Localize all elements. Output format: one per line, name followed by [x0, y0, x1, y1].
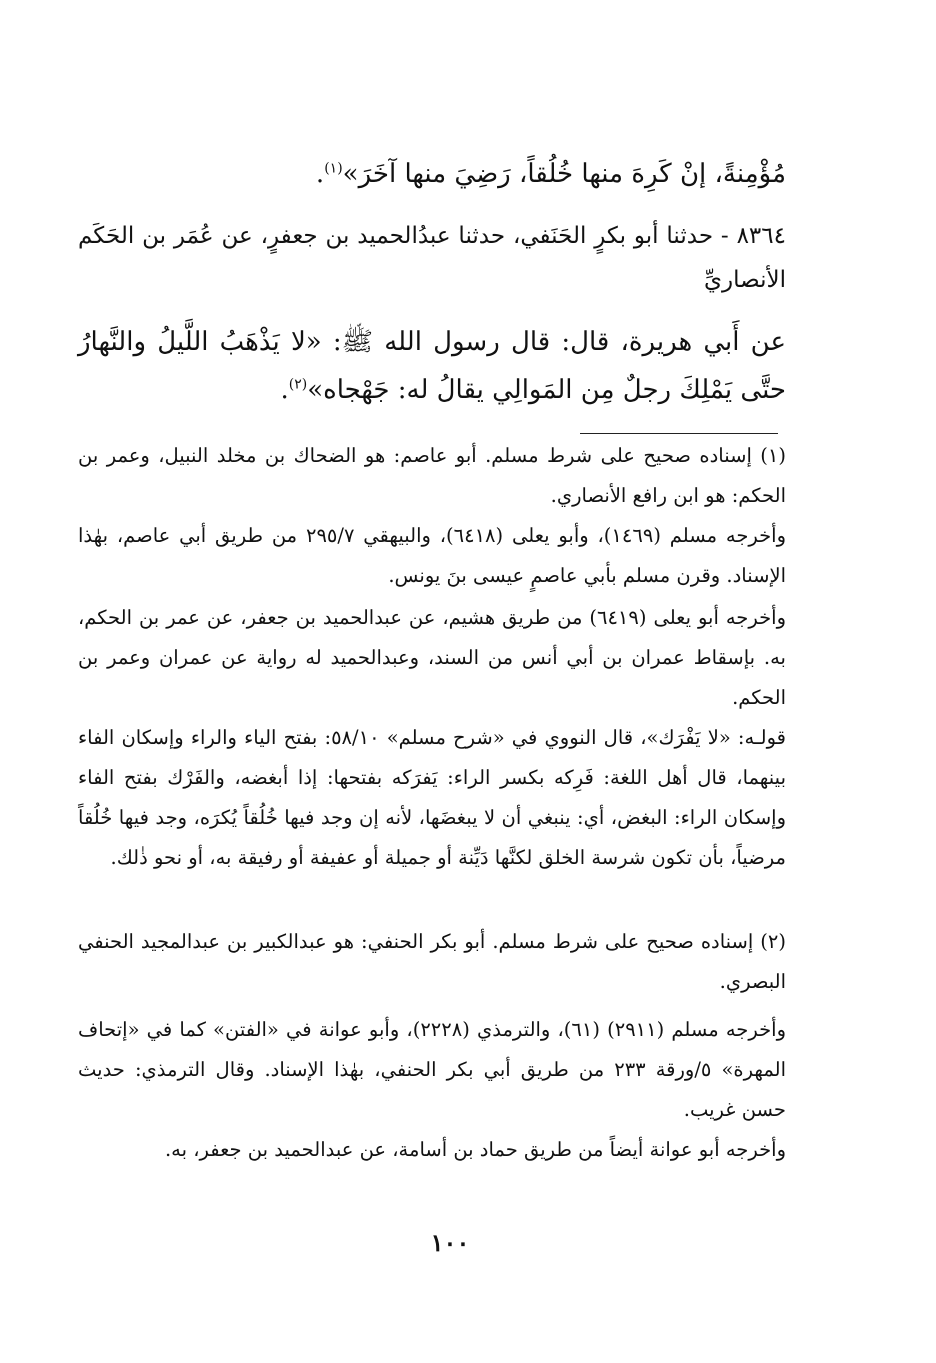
- footnote-1: (١) إسناده صحيح على شرط مسلم. أبو عاصم: هو الضحاك بن مخلد النبيل، وعمر بن الحكم: هو ابن رافع الأنصاري.: [78, 444, 786, 507]
- footnote-ref-1: (١): [324, 160, 343, 177]
- hadith-number: ٨٣٦٤ -: [713, 223, 786, 249]
- footnote-1-sources: وأخرجه مسلم (١٤٦٩)، وأبو يعلى (٦٤١٨)، والبيهقي ٢٩٥/٧ من طريق أبي عاصم، بهٰذا الإسناد. وقرن مسلم بأبي عاصمٍ عيسى بنَ يونس.: [78, 524, 787, 587]
- hadith-matn-end: .: [280, 375, 289, 405]
- hadith-matn-text: عن أَبي هريرة، قال: قال رسول الله ﷺ: «لا يَذْهَبُ اللَّيلُ والنَّهارُ حتَّى يَمْلِكَ رجلٌ مِن المَوالِي يقالُ له: جَهْجاه»: [78, 327, 786, 405]
- footnote-ref-2: (٢): [288, 376, 308, 393]
- footnote-2: (٢) إسناده صحيح على شرط مسلم. أبو بكر الحنفي: هو عبدالكبير بن عبدالمجيد الحنفي البصري.: [78, 930, 786, 993]
- hadith-chain: حدثنا أبو بكرٍ الحَنَفي، حدثنا عبدُالحميد بن جعفرٍ، عن عُمَر بن الحَكَم الأنصاريِّ: [78, 223, 786, 293]
- page-number: ١٠٠: [430, 1228, 470, 1257]
- hadith-isnad: [78, 214, 786, 302]
- footnote-1-nawawi: قولـه: «لا يَفْرَك»، قال النووي في «شرح مسلم» ٥٨/١٠: بفتح الياء والراء وإسكان الفاء بينهما، قال أهل اللغة: فَرِكه بكسر الراء: يَفرَكه بفتحها: إذا أبغضه، والفَرْك بفتح الفاء وإسكان الراء: البغض، أي: ينبغي أن لا يبغضَها، لأنه إن وجد فيها خُلُقاً يُكرَه، وجد فيها خُلُقاً مرضياً، بأن تكون شرسة الخلق لكنَّها دَيِّنة أو جميلة أو عفيفة أو رفيقة به، أو نحو ذٰلك.: [78, 726, 786, 869]
- main-text-line-1-end: .: [315, 159, 325, 189]
- footnote-separator: [580, 433, 778, 434]
- hadith-matn: [78, 318, 786, 414]
- footnote-2-abu-awana: وأخرجه أبو عوانة أيضاً من طريق حماد بن أسامة، عن عبدالحميد بن جعفر، به.: [164, 1138, 786, 1161]
- main-text-line-1-content: مُؤْمِنةً، إنْ كَرِهَ منها خُلُقاً، رَضِيَ منها آخَرَ»: [342, 159, 786, 189]
- footnote-1-abu-yala: وأخرجه أبو يعلى (٦٤١٩) من طريق هشيم، عن عبدالحميد بن جعفر، عن عمر بن الحكم، به. بإسقاط عمران بن أبي أنس من السند، وعبدالحميد له رواية عن عمران وعمر بن الحكم.: [78, 606, 787, 709]
- main-text-line-1: [78, 150, 786, 198]
- footnote-2-sources: وأخرجه مسلم (٢٩١١) (٦١)، والترمذي (٢٢٢٨)، وأبو عوانة في «الفتن» كما في «إتحاف المهرة» ٥/ورقة ٢٣٣ من طريق أبي بكر الحنفي، بهٰذا الإسناد. وقال الترمذي: حديث حسن غريب.: [78, 1018, 786, 1121]
